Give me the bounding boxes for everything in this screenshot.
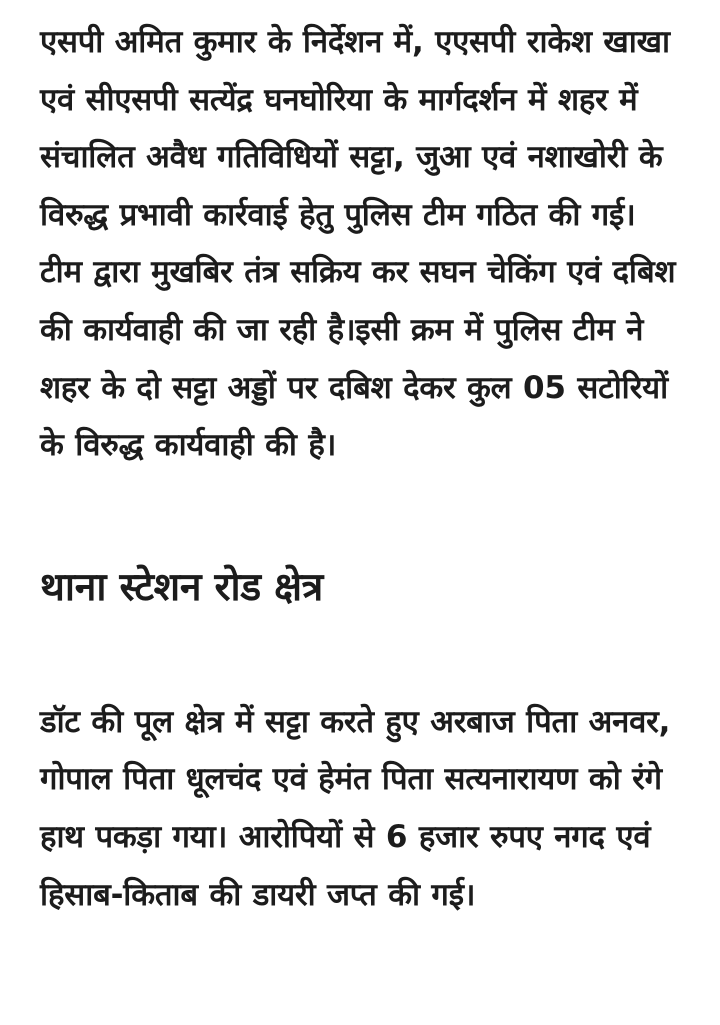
intro-paragraph: एसपी अमित कुमार के निर्देशन में, एएसपी राकेश खाखा एवं सीएसपी सत्येंद्र घनघोरिया के मार्गदर्शन में शहर में संचालित अवैध गतिविधियों सट्टा, जुआ एवं नशाखोरी के विरुद्ध प्रभावी कार्रवाई हेतु पुलिस टीम गठित की गई। टीम द्वारा मुखबिर तंत्र सक्रिय कर सघन चेकिंग एवं दबिश की कार्यवाही की जा रही है।इसी क्रम में पुलिस टीम ने शहर के दो सट्टा अड्डों पर दबिश देकर कुल 05 सटोरियों के विरुद्ध कार्यवाही की है। (40, 24, 676, 464)
section-heading: थाना स्टेशन रोड क्षेत्र (40, 564, 324, 610)
station-road-paragraph: डॉट की पूल क्षेत्र में सट्टा करते हुए अरबाज पिता अनवर, गोपाल पिता धूलचंद एवं हेमंत पिता सत्यनारायण को रंगे हाथ पकड़ा गया। आरोपियों से 6 हजार रुपए नगद एवं हिसाब-किताब की डायरी जप्त की गई। (40, 703, 671, 913)
